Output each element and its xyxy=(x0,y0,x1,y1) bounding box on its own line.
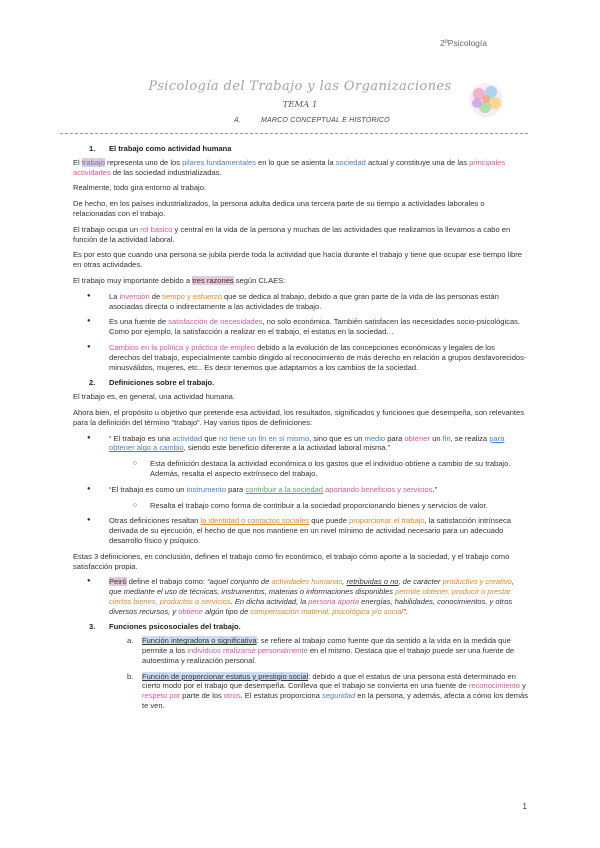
list-item: ● Es una fuente de satisfacción de necesidades, no solo económica. También satisfacen las necesidades socio-psicológicas. Como por ejemplo, la satisfacción a realizar en el trabajo, el estatus en la sociedad… xyxy=(73,317,528,337)
page-number: 1 xyxy=(522,802,527,811)
list-item: ● Otras definiciones resaltan la identidad o contactos sociales que puede proporcionar el trabajo, la satisfacción intrínseca derivada de su ejecución, el hecho de que nos mantiene en un nivel mínimo de actividad necesario para un adecuado desarrollo físico y psíquico. xyxy=(73,516,528,545)
sub-list-item: ○ Resalta el trabajo como forma de contribuir a la sociedad proporcionando bienes y servicios de valor. xyxy=(73,501,528,511)
ordered-list-item: a. Función integradora o significativa: se refiere al trabajo como fuente que da sentido a la vida en la medida que permite a los individuos realizarse personalmente en el mismo. Destaca que el trabajo puede ser una fuente de autoestima y realización personal. xyxy=(127,636,515,665)
tema-label: TEMA 1 xyxy=(282,100,318,110)
paragraph: Realmente, todo gira entorno al trabajo. xyxy=(73,183,206,193)
heading-1: 1. El trabajo como actividad humana xyxy=(89,144,232,153)
paragraph: De hecho, en los países industrializados, la persona adulta dedica una tercera parte de su tiempo a actividades laborales o relacionadas con el trabajo. xyxy=(73,199,485,218)
paragraph: Ahora bien, el propósito u objetivo que pretende esa actividad, los resultados, significados y funciones que desempeña, son relevantes para la definición del término “trabajo”. Hay varios tipos de definiciones: xyxy=(73,407,525,427)
subtitle-letter: A. xyxy=(234,117,242,124)
list-item: ● “El trabajo es como un instrumento para contribuir a la sociedad aportando beneficios y servicios.” xyxy=(73,485,528,495)
paragraph: Es por esto que cuando una persona se jubila pierde toda la actividad que hacía durante el trabajo y tiene que ocupar ese tiempo libre en otras actividades. xyxy=(73,250,522,270)
colorful-brain-logo-icon xyxy=(466,80,506,120)
paragraph: El trabajo muy importante debido a tres razones según CLAES: xyxy=(73,275,286,285)
list-item: ● La inversión de tiempo y esfuerzo que se dedica al trabajo, debido a que gran parte de la vida de las personas están asociadas directa o indirectamente a las actividades de trabajo. xyxy=(73,292,528,312)
title-divider xyxy=(60,133,528,134)
paragraph: El trabajo representa uno de los pilares fundamentales en lo que se asienta la sociedad actual y constituye una de las principales actividades de las sociedad industrializadas. xyxy=(73,157,506,177)
document-title: Psicología del Trabajo y las Organizaciones xyxy=(148,79,452,94)
document-body xyxy=(73,144,528,717)
list-item: ● Cambios en la política y práctica de empleo debido a la evolución de las concepciones económicas y legales de los derechos del trabajo, especialmente cambio dirigido al reconocimiento de más derecho en relación a grupos desfavorecidos-minusválidos, mujeres, etc.. Es decir tenemos que adaptarnos a los cambios de la sociedad. xyxy=(73,343,528,372)
ordered-list-item: b. Función de proporcionar estatus y prestigio social: debido a que el estatus de una persona está determinado en cierto modo por el trabajo que desempeña. Conlleva que el trabajo se convierta en una fuente de reconocimiento y respeto por parte de los otros. El estatus proporciona seguridad en la persona, y además, afecta a cómo los demás te ven. xyxy=(127,671,528,711)
heading-3: 3. Funciones psicosociales del trabajo. xyxy=(89,622,241,632)
paragraph: El trabajo es, en general, una actividad humana. xyxy=(73,392,235,402)
course-label: 2ºPsicología xyxy=(439,38,487,48)
section-subtitle xyxy=(234,117,390,124)
list-item: ● Peiró define el trabajo como: “aquel conjunto de actividades humanas, retribuidas o no, de carácter productivo y creativo, que mediante el uso de técnicas, instrumentos, materias o informaciones disponibles permite obtener, producir o prestar ciertos bienes, productos o servicios. En dicha actividad, la persona aporta energías, habilidades, conocimientos, y otros diversos recursos, y obtiene algún tipo de compensación material, psicológica y/o social”. xyxy=(73,577,528,616)
paragraph: Estas 3 definiciones, en conclusión, definen el trabajo como fin económico, el trabajo cómo aporte a la sociedad, y el trabajo como satisfacción propia. xyxy=(73,551,510,571)
subtitle-text: MARCO CONCEPTUAL E HISTÓRICO xyxy=(261,117,390,124)
list-item: ● “ El trabajo es una actividad que no tiene un fin en sí mismo, sino que es un medio para obtener un fin, se realiza para obtener algo a cambio, siendo este beneficio diferente a la actividad laboral misma.” xyxy=(73,434,528,454)
heading-2: 2. Definiciones sobre el trabajo. xyxy=(89,378,215,388)
paragraph: El trabajo ocupa un rol básico y central en la vida de la persona y muchas de las actividades que realizamos la llevamos a cabo en función de la actividad laboral. xyxy=(73,224,511,244)
sub-list-item: ○ Esta definición destaca la actividad económica o los gastos que el individuo obtiene a cambio de su trabajo. Además, resalta el aspecto extrínseco del trabajo. xyxy=(73,459,528,479)
